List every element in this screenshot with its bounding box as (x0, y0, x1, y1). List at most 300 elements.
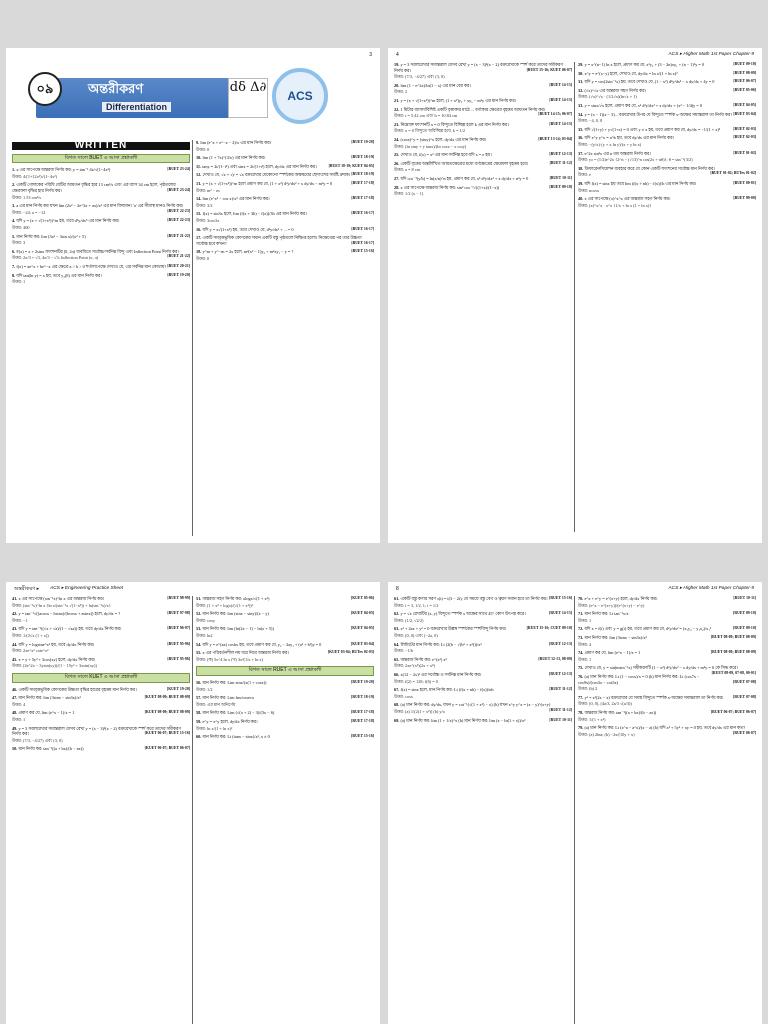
answer: উত্তর: 3/2 (196, 202, 213, 208)
question-text: মান নির্ণয় কর: lim (3sinx − sin3x)/x³ (18, 695, 81, 701)
answer: উত্তর: r = 5.42 cm এবং h = 10.84 cm (394, 113, 458, 119)
question-text: y = 3 সরলরেখার সমান্তরাল যেসব রেখা y = (x − 3)²(x − 2) বক্ররেখাকে স্পর্শ করে তাদের সমীকরণ নির্ণয় কর। (12, 725, 182, 737)
question-source: [KUET 08-09; BUET 08-09] (144, 695, 190, 700)
question-item (578, 196, 756, 208)
question-text: দেখাও যে, y = sin(msin⁻¹x) সমীকরণটি (1 − x²) d²y/dx² − x dy/dx + m²y = 0 কে সিদ্ধ করে। (584, 665, 738, 671)
question-text: যদি y = logsine^x² হয়, তবে dy/dx নির্ণয় কর। (18, 641, 95, 647)
question-source: [RUET 15-16] (351, 734, 374, 739)
question-item (394, 672, 572, 684)
question-item (196, 695, 374, 707)
question-number: 19. (394, 62, 400, 67)
question-source: [RUET 09-10] (733, 626, 756, 631)
question-list (578, 62, 756, 208)
question-number: 71. (578, 611, 584, 617)
answer: উত্তর: 2 (394, 89, 408, 95)
question-source: [BUET 01-02; BUTex 01-02] (710, 171, 756, 176)
question-text: যদি x = f(t) এবং y = g(t) হয়, তবে প্রমাণ কর যে, d²y/dx² = (x₁y₂ − y₁x₂)/x₁³ (584, 626, 712, 632)
answer: উত্তর: (7/3, −4/27) এবং (3, 0) (394, 74, 445, 80)
answer: উত্তর: (0, 0), (4a/3, 2a/3 √(a/3)) (578, 701, 632, 707)
page-3 (6, 582, 380, 1024)
page-number: 4 (396, 52, 399, 58)
answer: উত্তর: 4/(1+12x²)√(1−4x²) (12, 173, 57, 179)
question-number: 47. (12, 695, 18, 701)
question-item (394, 152, 572, 158)
question-item (578, 611, 756, 623)
question-item (12, 746, 190, 752)
question-number: 74. (578, 650, 584, 656)
question-text: y² = x²(2x − x) বক্ররেখার যে সমস্ত বিন্দুতে স্পর্শক x-অক্ষের সমান্তরাল তা নির্ণয় কর। (584, 694, 724, 700)
answer: উত্তর: 4 (12, 701, 26, 707)
question-text: অন্তরজ নির্ণয় কর: e^(x²) x² (400, 656, 447, 662)
question-source: [BUET 17-18] (351, 196, 374, 201)
question-number: 15. (196, 211, 202, 217)
question-item (394, 161, 572, 173)
question-item (578, 166, 756, 178)
question-list (578, 596, 756, 737)
answer: উত্তর: (√x)^√x · (1/2√x)(ln√x + 1) (578, 94, 637, 100)
question-text: মান নির্ণয় কর: lim (3sinx − sin3x)/x³ (584, 634, 647, 640)
answer: উত্তর: (b) 2 (578, 686, 598, 692)
answer: উত্তর: 1 (578, 656, 592, 662)
question-text: f(x) = sin3x হলে, lim (f(x + 3h) − f(x))/3h এর মান নির্ণয় কর। (202, 211, 307, 217)
question-list (394, 596, 572, 723)
question-source: [BUET 09-10] (733, 62, 756, 66)
question-number: 45. (12, 656, 18, 662)
question-text: y = x^(n−1) ln x হলে, প্রমাণ কর যে, x²y₂ + (3 − 2n)xy₁ + (n − 1)²y = 0 (584, 62, 705, 67)
answer: উত্তর: (ln siny + y tanx)/(ln cosx − x coty) (394, 143, 467, 149)
question-text: (a) মান নির্ণয় কর: dy/dx, যখন y = cot⁻¹(√(1 + x²) − x) (b) যখন x^y y^x = (x − y)^(x+y) (400, 702, 551, 708)
question-number: 24. (394, 136, 400, 142)
question-text: মান নির্ণয় কর: Lt tan⁻¹x/x (584, 611, 629, 617)
question-text: F(x) = x + 2sinx ফাংশনটির [0, 2π] ব্যবধিতে সর্বোচ্চ/সর্বনিম্ন বিন্দু এবং Inflection Point নির্ণয় কর। (16, 248, 179, 254)
question-source: [KUET 03-04] (350, 641, 374, 646)
page-number: 8 (396, 586, 399, 592)
question-source: [RUET 07-08] (733, 679, 756, 684)
question-item (12, 642, 190, 654)
question-number: 34. (578, 111, 584, 117)
answer: উত্তর: (a) 1/(2(1 + x²)) (b) y/x (394, 708, 445, 714)
question-item (578, 626, 756, 632)
question-number: 69. (394, 717, 400, 723)
question-item (196, 680, 374, 692)
question-text: e^x + e^y = e^(x+y) হলে, dy/dx নির্ণয় কর। (584, 596, 658, 601)
question-source: [BUET 22-23] (167, 218, 190, 223)
answer: উত্তর: t = 3, 1/2, 1; t = 1/2 (394, 602, 439, 608)
question-item (12, 234, 190, 246)
question-number: 21. (394, 97, 400, 103)
question-source: [BUET 08-09] (733, 70, 756, 75)
question-item (12, 657, 190, 669)
question-text: অন্তরজ নির্ণয় কর: tan⁻¹((a + bx)/(b − ax)) (584, 709, 657, 715)
question-source: [BUET 20-21] (167, 263, 190, 268)
question-text: 1 মিটার ব্যাসার্ধবিশিষ্ট একটি বৃত্তাকার মাঠে ... বর্গাকার ক্ষেত্রের বৃহত্তম আয়তন নির্ণয় কর। (400, 106, 546, 112)
question-item (578, 710, 756, 722)
question-text: (√x)^√x এর অন্তরজ সহগ নির্ণয় কর। (584, 87, 646, 93)
question-source: [BUET 06-07] (733, 79, 756, 84)
question-number: 53. (196, 626, 202, 632)
question-source: [RUET 06-07] (733, 730, 756, 735)
question-text: (a) মান নির্ণয় কর: lim (1 + 1/x)^x (b) মান নির্ণয় কর: lim (x − ln(1 + x))/x² (400, 717, 526, 723)
question-source: [BUET 95-96] (167, 656, 190, 661)
question-source: [BUET 19-20] (351, 140, 374, 144)
question-number: 26. (394, 160, 400, 166)
question-item (578, 79, 756, 85)
question-source: [BUET 15-16; KUET 06-07] (526, 67, 572, 72)
question-text: মান নির্ণয় কর: Lim (√(x + 2) − 3)/(3x − 6) (202, 710, 275, 716)
question-item (196, 172, 374, 178)
question-text: যদি y = x√(1+x²) হয়, তবে দেখাও যে, d²y/dx² + ... = 0 (202, 226, 294, 232)
question-item (196, 235, 374, 246)
question-text: দেখাও যে, √x + √y = √a বক্ররেখার যেকোনো স্পর্শকের অক্ষদ্বয়ের ছেদাংশের সমষ্টি ধ্রুবক। (202, 172, 351, 178)
question-item (196, 626, 374, 638)
question-text: y = √x রেখাটির (x, y) বিন্দুতে স্পর্শক x অক্ষের সাথে 45° কোণ উৎপন্ন করে। (400, 611, 526, 617)
question-text: (a) মান নির্ণয় কর: Lt (x^a − a^x)/(x − a) (b) যদি x² + 5y² + xy = 0 হয়, তবে dy/dx এর মান কত? (584, 725, 746, 731)
answer: উত্তর: (sin⁻¹x)^ln x {ln x/(sin⁻¹x √(1−x²)) + ln(sin⁻¹x)/x} (12, 602, 111, 608)
question-list (196, 140, 374, 262)
question-item (196, 249, 374, 261)
running-header: ACS ▸ Higher Math 1st Paper Chapter-9 (668, 586, 754, 591)
question-source: [BUET 02-03] (733, 135, 756, 140)
question-item (196, 710, 374, 716)
question-text: নিম্নোক্ত ফাংশনটি x = 0 বিন্দুতে বিচ্ছিন্ন হলে k এর মান নির্ণয় কর। (400, 121, 509, 127)
question-source: [BUET 14-15; 06-07] (538, 112, 572, 117)
answer: উত্তর: (a) 2lna; (b) −2x/(10y + x) (578, 731, 635, 737)
chapter-title-en: Differentiation (102, 102, 171, 112)
written-heading: WRITTEN (12, 142, 190, 150)
question-text: ডিফারেনসিয়েশন ব্যবহার করে যে কোন একটি ফাংশনের সর্বোচ্চ মান নির্ণয় কর। (584, 165, 715, 171)
question-item (394, 611, 572, 623)
question-text: x = y + 5y³ + 3cos(xy) হলে, dy/dx নির্ণয় কর। (18, 656, 96, 662)
question-item (578, 135, 756, 147)
answer: উত্তর: এর মান অনির্ণেয় (196, 701, 236, 707)
question-text: একটি সমবৃত্তভূমিক কোণকের সমান একটি বস্তু পৃষ্ঠতলে নিক্ষিপ্ত হলো। নিক্ষেপ্তের পর তার উচ্চতা সর্বোচ্চ হবে কখন? (196, 235, 362, 246)
answer: উত্তর: ncosx (578, 187, 600, 193)
answer: উত্তর: −1/b (394, 648, 413, 654)
question-item (394, 626, 572, 638)
question-item (394, 122, 572, 134)
question-number: 32. (578, 87, 584, 93)
question-text: y = (x + √(1+x²))^m হলে, (1 + x²)y₂ + xy₁ − m²y এর মান নির্ণয় কর। (400, 97, 517, 103)
question-number: 49. (12, 725, 18, 731)
question-text: যদি √(1+y) + y√(1+x) = 0 এবং y ≠ x হয়, তবে প্রমাণ কর যে, dy/dx = −1/(1 + x)² (584, 126, 721, 132)
answer: উত্তর: a = 8 cm (394, 167, 421, 173)
question-number: 55. (196, 650, 202, 656)
question-source: [KUET 03-04; BUTex 02-03] (327, 650, 374, 655)
answer: উত্তর: 2xe^x² cote^x² (12, 648, 49, 654)
question-number: 4. (12, 218, 16, 224)
question-source: [KUET 06-07; BUET 15-16] (144, 731, 190, 736)
answer: উত্তর: yₙ = (1/2)e^2x {2^n − (√13)^n cos(2x + nθ)}; θ = tan⁻¹(3/2) (578, 157, 693, 163)
answer: উত্তর: cosy (196, 617, 215, 623)
question-number: 63. (394, 626, 400, 632)
question-list (196, 680, 374, 740)
question-item (394, 137, 572, 149)
left-column (12, 596, 190, 755)
page-number: 3 (369, 52, 372, 58)
question-number: 65. (394, 656, 400, 662)
question-item (196, 181, 374, 193)
question-source: [BUET 18-19; KUET 04-05] (328, 163, 374, 168)
question-number: 22. (394, 106, 400, 112)
section-heading: বিগত সালে KUET এ আসা প্রশ্নাবলী (12, 673, 190, 683)
question-number: 10. (196, 155, 202, 161)
question-number: 37. (578, 150, 584, 156)
question-source: [BUET 96-97] (167, 626, 190, 631)
question-item (196, 211, 374, 223)
question-source: [KUET 05-06] (350, 596, 374, 600)
question-item (394, 657, 572, 669)
question-number: 76. (578, 673, 584, 679)
left-column (394, 62, 572, 200)
question-source: [RUET 17-18] (351, 710, 374, 715)
question-source: [KUET 06-07; BUET 06-07] (144, 746, 190, 751)
question-item (12, 167, 190, 179)
question-source: [RUET 12-13] (549, 641, 572, 646)
question-text: f(x) = ae^x + be^−x এর ক্ষেত্রে a > b > 0 শর্তসাপেক্ষে দেখাও যে, এর সর্বনিম্ন মান কোথায়? (16, 263, 167, 269)
question-number: 77. (578, 694, 584, 700)
question-text: x এর পরিবর্তনশীল নয় ধরে নিয়ে অন্তরজ নির্ণয় কর। (202, 650, 289, 656)
question-text: y = (x + √(1+x²))^m হলে প্রমাণ কর যে, (1 + x²) d²y/dx² + x dy/dx − m²y = 0 (202, 180, 333, 186)
question-item (578, 181, 756, 193)
answer: উত্তর: −1 (12, 617, 28, 623)
question-number: 73. (578, 634, 584, 640)
question-item (578, 674, 756, 692)
question-text: (a) মান নির্ণয় কর: Lt (1 − cosx)/x = 0 (b) মান নির্ণয় কর: Lt (cos7x − cos9x)/(cos3x − cos5x) (578, 673, 700, 685)
question-item (394, 107, 572, 119)
question-text: অন্তরজ সহগ নির্ণয় কর: xlogx/√(1 + x²) (202, 596, 270, 601)
question-number: 2. (12, 182, 16, 188)
question-source: [RUET 07-08] (733, 694, 756, 699)
question-source: [BUET 23-24] (167, 187, 190, 192)
question-text: a এর মান নির্ণয় কর যখন lim (2x² − 2e^3x + ax)/x² এর মান বিদ্যমান। 'a' এর সীমাস্থ মানও নির্ণয় কর। (16, 203, 184, 209)
question-source: [RUET 18-19] (351, 695, 374, 700)
section-heading: বিগত সালে RUET এ আসা প্রশ্নাবলী (196, 666, 374, 676)
question-number: 70. (578, 596, 584, 601)
question-source: [BUET 13-14; 03-04] (538, 136, 572, 141)
acs-logo: ACS (272, 68, 328, 124)
question-item (578, 650, 756, 662)
question-item (12, 596, 190, 608)
answer: উত্তর: f(2) = 128; f(6) = 0 (394, 678, 438, 684)
question-item (578, 88, 756, 100)
page-2 (388, 48, 762, 543)
running-header: ACS ▸ Engineering Practice Sheet (50, 586, 124, 591)
question-source: [RUET 08-09; BUET 08-09] (710, 650, 756, 655)
question-source: [KUET 19-20] (166, 686, 190, 691)
question-source: [BUET 14-15] (549, 121, 572, 126)
column-divider (574, 596, 575, 1024)
answer: উত্তর: 1/(2√x (1 + x)) (12, 632, 49, 638)
question-number: 13. (196, 180, 202, 186)
question-number: 52. (196, 611, 202, 617)
question-source: [BUET 03-04] (733, 111, 756, 116)
question-item (578, 103, 756, 109)
question-item (578, 62, 756, 68)
question-item (578, 127, 756, 133)
page-1 (6, 48, 380, 543)
question-source: [BUET 18-19] (351, 155, 374, 160)
question-item (12, 710, 190, 722)
question-number: 5. (12, 233, 16, 239)
question-list (394, 62, 572, 197)
question-number: 58. (196, 710, 202, 716)
chapter-title-bn: অন্তরীকরণ (88, 82, 144, 97)
question-item (394, 62, 572, 80)
question-number: 39. (578, 180, 584, 186)
question-number: 51. (196, 596, 202, 601)
question-number: 8. (12, 272, 16, 278)
answer: উত্তর: 1.53 cm²/s (12, 194, 42, 200)
question-item (12, 273, 190, 285)
question-source: [RUET 12-13] (549, 671, 572, 676)
answer: উত্তর: −24; a = −12 (12, 209, 46, 215)
question-item (196, 734, 374, 740)
question-text: মান নির্ণয় কর: tan⁻¹((a + bx)/(b − ax)) (18, 746, 84, 752)
question-source: [RUET 17-18] (351, 718, 374, 723)
question-text: যদি y = tan⁻¹((√x + √a)/(1 − √xa)) হয়, তবে dy/dx নির্ণয় কর। (18, 626, 122, 632)
question-text: যদি tan(ln y) = x হয়, তবে y₂(0) এর মান নির্ণয় কর। (16, 272, 102, 278)
question-number: 42. (12, 611, 18, 617)
question-source: [BUET 05-06] (733, 87, 756, 92)
right-column (196, 596, 374, 743)
question-item (12, 611, 190, 623)
question-source: [BUET 11-12] (549, 160, 572, 165)
question-item (578, 596, 756, 608)
question-source: [BUET 98-99] (167, 596, 190, 600)
question-item (578, 71, 756, 77)
answer: উত্তর: 2xe^(x²)(2x + x⁴) (394, 663, 435, 669)
question-text: lim (e^x + e^−x − 2)/x এর মান নির্ণয় কর। (200, 140, 272, 145)
question-item (578, 725, 756, 737)
answer: উত্তর: cosx (394, 693, 413, 699)
question-text: y = sinx/√x হলে, প্রমাণ কর যে, x² d²y/dx² + x dy/dx + (x² − 1/4)y = 0 (584, 102, 703, 108)
question-number: 29. (578, 62, 584, 67)
question-number: 67. (394, 687, 400, 693)
question-number: 16. (196, 226, 202, 232)
answer: উত্তর: (2e^2x − 3ysin(xy))/(1 − 15y² + 3xsin(xy)) (12, 663, 97, 669)
question-item (196, 650, 374, 662)
answer: উত্তর: 1/(1 + x²) (578, 716, 606, 722)
question-number: 6. (12, 248, 16, 254)
question-number: 41. (12, 596, 18, 601)
answer: উত্তর: 2π/3 + √3, 4π/3 − √3; Inflection Point (π, π) (12, 255, 99, 261)
question-source: [BUET 09-10] (549, 184, 572, 189)
question-number: 64. (394, 641, 400, 647)
question-text: y = tan⁻¹√((acosx − bsinx)/(bcosx + asinx)) হলে, dy/dx = ? (18, 611, 121, 617)
question-item (12, 249, 190, 261)
question-number: 38. (578, 165, 584, 171)
answer: উত্তর: 0 (196, 255, 210, 261)
question-source: [RUET 14-15] (549, 611, 572, 616)
question-text: যদি cos⁻¹(y/b) = ln(x/n)^n হয়, প্রমাণ কর যে, x² d²y/dx² + x dy/dx + n²y = 0 (400, 175, 529, 181)
question-text: x(12 − 2x)² এর সর্বোচ্চ ও সর্বনিম্ন মান নির্ণয় কর। (400, 671, 482, 677)
running-header: ACS ▸ Higher Math 1st Paper Chapter-9 (668, 52, 754, 57)
question-source: [RUET 06-07; BUET 06-07] (710, 709, 756, 714)
question-text: y = (x − 1)(x − 3)... বক্ররেখার উপর যে বিন্দুতে স্পর্শক x-অক্ষের সমান্তরাল তা নির্ণয় কর। (584, 111, 732, 117)
question-number: 31. (578, 79, 584, 85)
section-heading: বিগত সালে BUET এ আসা প্রশ্নাবলী (12, 154, 190, 164)
question-item (12, 218, 190, 230)
question-number: 1. (12, 167, 16, 173)
answer: উত্তর: 0 (196, 146, 210, 152)
question-source: [BUET 18-19] (351, 172, 374, 177)
question-source: [BUET 21-22] (167, 254, 190, 259)
left-column (394, 596, 572, 726)
question-list (12, 596, 190, 669)
right-column (578, 62, 756, 211)
question-source: [BUET 16-17] (351, 211, 374, 216)
question-list (196, 596, 374, 662)
question-source: [BUET 15-16] (351, 249, 374, 254)
question-number: 40. (578, 196, 584, 202)
question-number: 27. (394, 175, 400, 181)
question-item (578, 635, 756, 647)
question-number: 59. (196, 718, 202, 724)
question-source: [BUET 00-01] (733, 180, 756, 185)
question-number: 56. (196, 679, 202, 685)
question-source: [BUET 23-24] (167, 167, 190, 172)
answer: উত্তর: −(y/x)·(y + x ln y)/(x + y ln x) (578, 141, 642, 147)
question-source: [BUET 16-17] (351, 226, 374, 231)
question-item (394, 718, 572, 724)
question-number: 36. (578, 135, 584, 141)
answer: উত্তর: (e^x − e^(x+y))/(e^(x+y) − e^y) (578, 602, 645, 608)
question-number: 18. (196, 249, 202, 255)
answer: উত্তর: (ক) 5x^4 ln x (খ) 3x²(1/x + ln x) (196, 656, 264, 662)
right-column (196, 140, 374, 265)
question-text: মান নির্ণয় কর: Lim sinx/(x(1 + cosx)) (202, 679, 267, 685)
question-number: 75. (578, 665, 584, 671)
answer: উত্তর: (1/2, √2/2) (394, 617, 424, 623)
question-number: 66. (394, 671, 400, 677)
question-item (578, 665, 756, 675)
question-item (394, 83, 572, 95)
answer: উত্তর: 3 (12, 240, 26, 246)
question-source: [RUET 12-13, 08-09] (538, 656, 572, 661)
question-number: 17. (196, 235, 202, 241)
question-text: মান নির্ণয় কর: lim (ln(2x − 1) − ln(x + 5)) (202, 626, 274, 632)
question-source: [BUET 04-05] (733, 102, 756, 107)
question-source: [BUET 01-02] (733, 150, 756, 155)
question-number: 48. (12, 710, 18, 716)
answer: উত্তর: m² − m (196, 187, 220, 193)
question-number: 14. (196, 196, 202, 202)
left-column (12, 140, 190, 288)
question-text: x² + 2ax + y² = 0 বক্ররেখার উল্লম্ব স্পর্শকের স্পর্শবিন্দু নির্ণয় কর। (400, 626, 507, 632)
question-item (196, 140, 374, 152)
chapter-number: ০৯ (28, 72, 62, 106)
answer: উত্তর: −4, 0, 8 (578, 118, 603, 124)
question-item (196, 719, 374, 731)
question-text: যদি f(x) = sinx হয় তবে lim (f(x + nh) − f(x))/h এর মান নির্ণয় কর। (584, 180, 697, 186)
question-text: (cosx)^y = (siny)^x হলে, dy/dx এর মান নির্ণয় কর। (400, 136, 487, 142)
question-item (196, 164, 374, 170)
answer: উত্তর: ln2 (196, 632, 213, 638)
question-source: [BUET 16-17] (351, 240, 374, 245)
question-number: 9. (196, 140, 200, 145)
question-text: দেখাও যে, f(x) = x³ এর মান সর্বনিম্ন হবে যদি x = e হয়। (400, 152, 492, 158)
question-text: x এর সাপেক্ষে অন্তরজ নির্ণয় কর: sin² cos⁻¹√((1+x)/(1−x)) (400, 184, 500, 190)
answer: উত্তর: 1 (12, 716, 26, 722)
question-number: 28. (394, 184, 400, 190)
column-divider (192, 596, 193, 1024)
question-item (394, 596, 572, 608)
question-number: 12. (196, 172, 202, 178)
question-text: lim (e^x² − cos x)/x² এর মান নির্ণয় কর। (202, 196, 270, 202)
question-item (12, 687, 190, 693)
page-4 (388, 582, 762, 1024)
question-number: 61. (394, 596, 400, 601)
